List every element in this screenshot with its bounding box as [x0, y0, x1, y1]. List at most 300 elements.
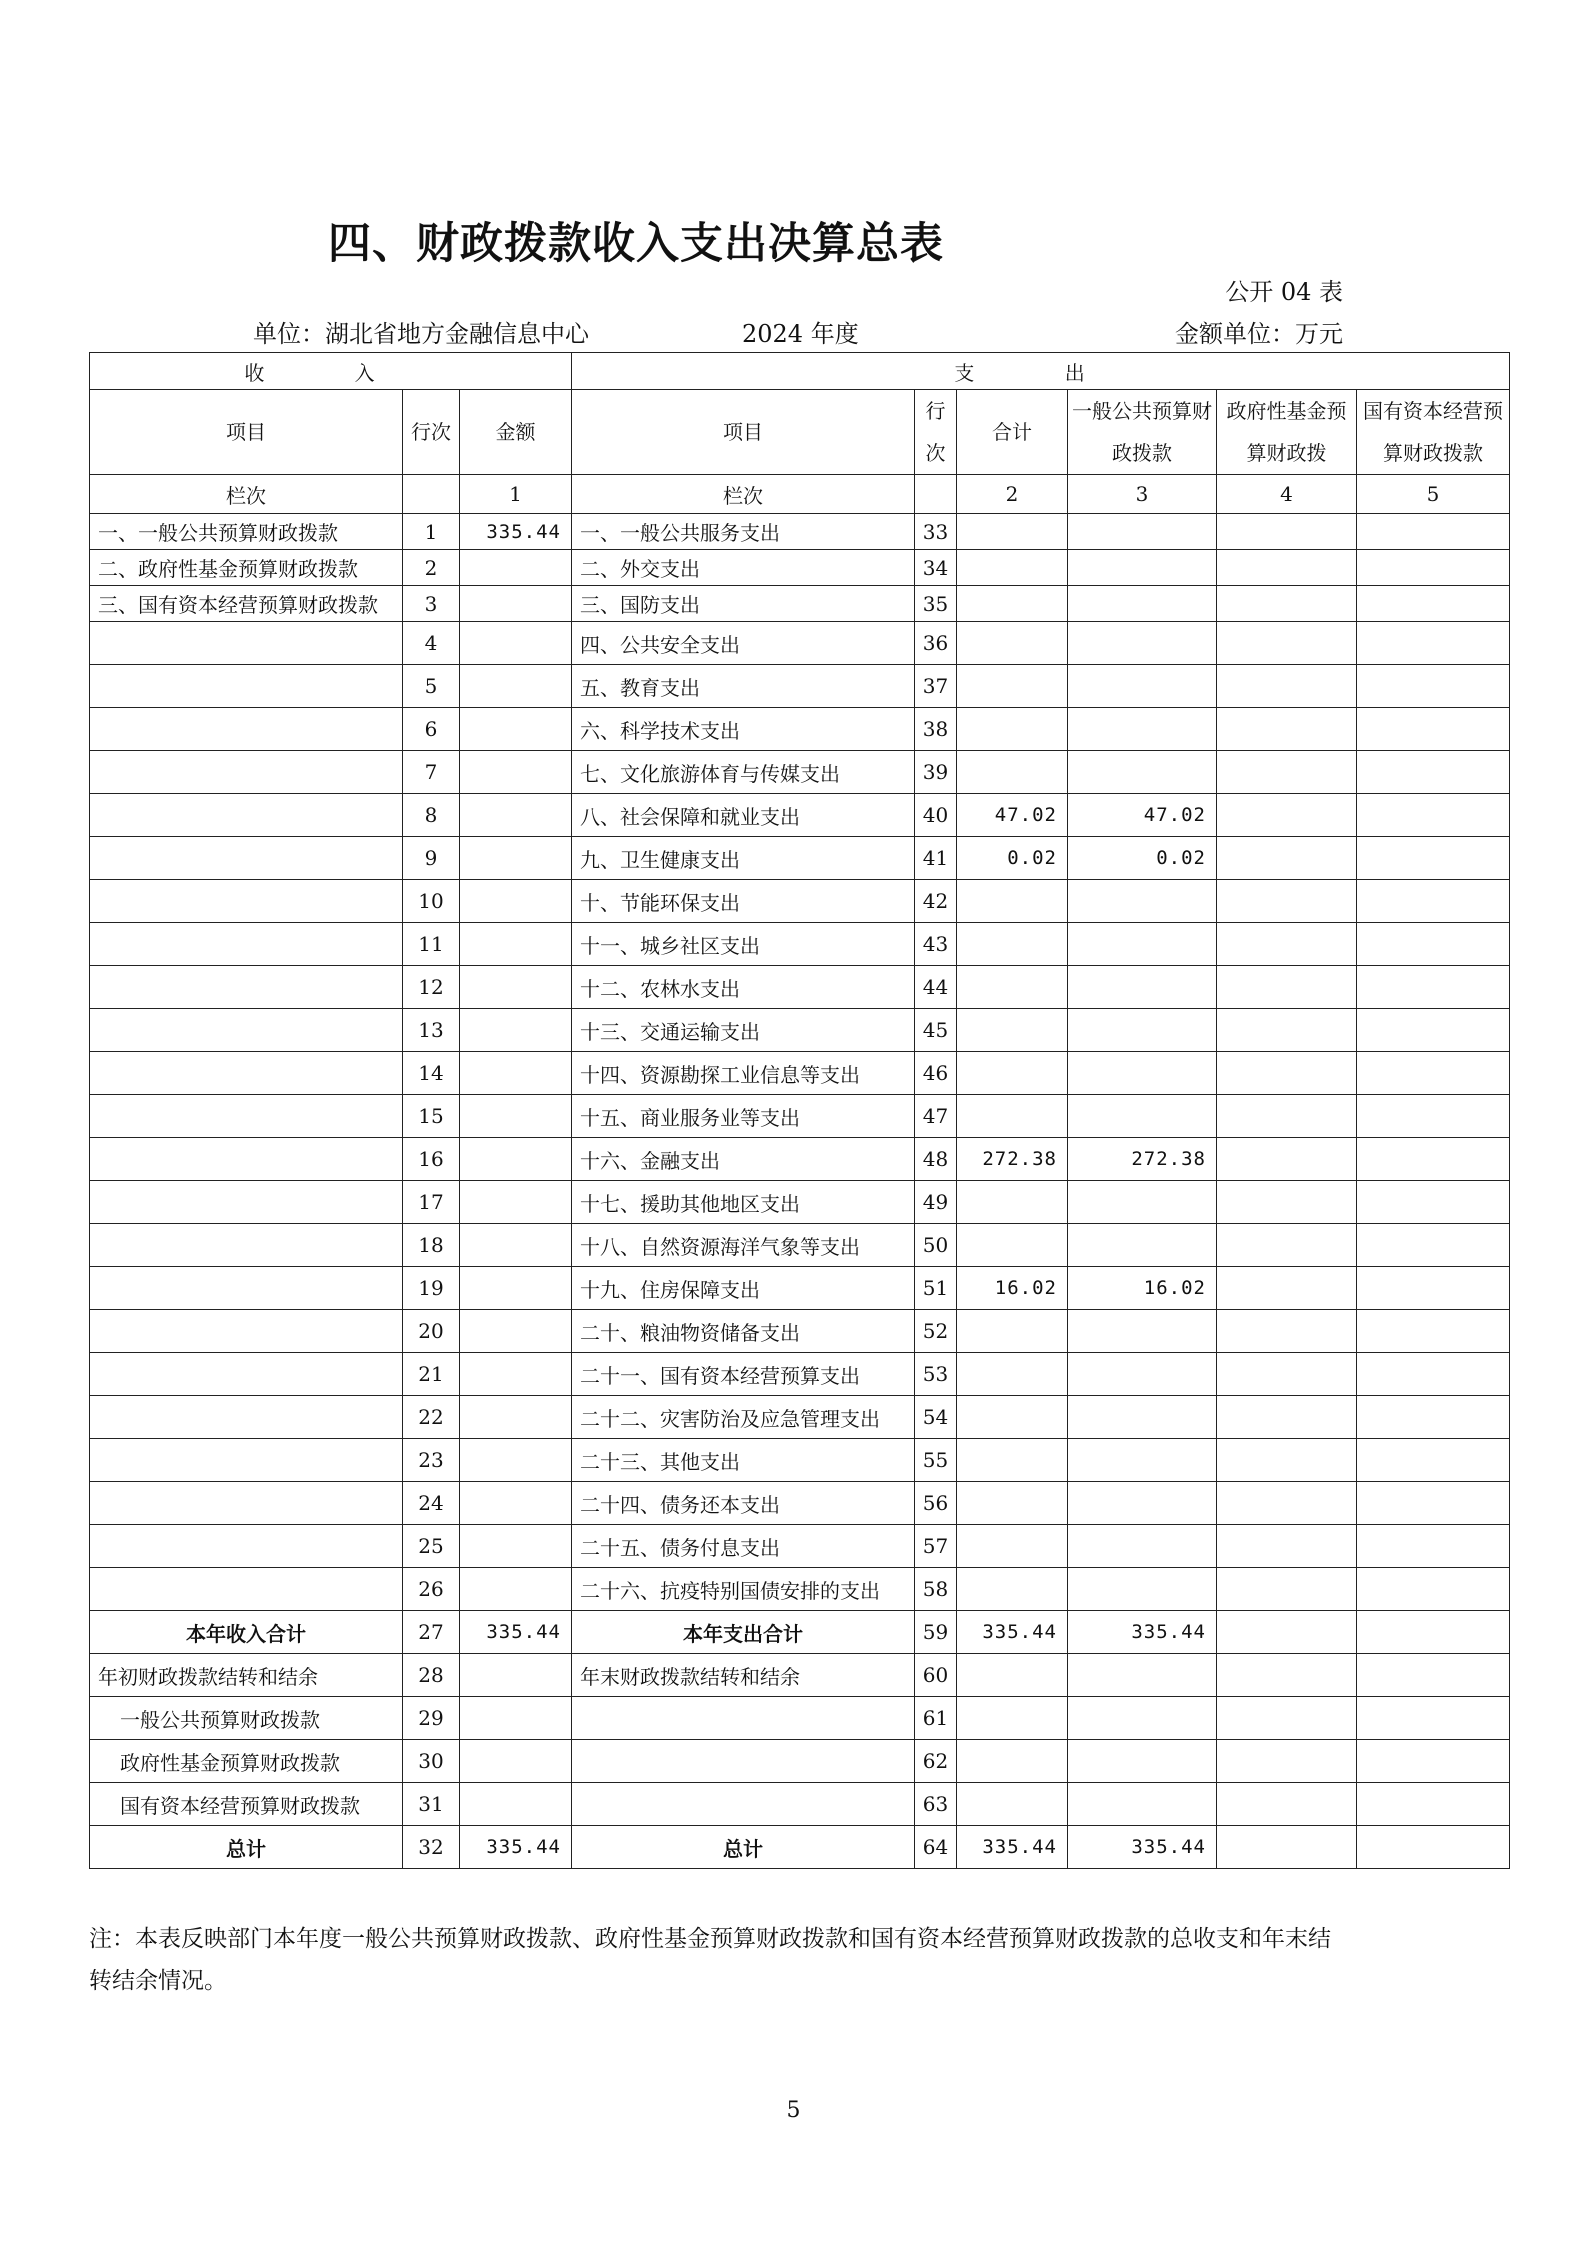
expense-total — [957, 751, 1068, 794]
income-row-no: 29 — [403, 1697, 460, 1740]
income-row-no: 25 — [403, 1525, 460, 1568]
state-capital-amount — [1357, 794, 1510, 837]
table-row — [90, 1568, 1510, 1611]
income-item — [90, 880, 403, 923]
table-row — [90, 1482, 1510, 1525]
income-item — [90, 1224, 403, 1267]
income-row-no: 14 — [403, 1052, 460, 1095]
expense-row-no: 43 — [915, 923, 957, 966]
state-capital-amount — [1357, 1396, 1510, 1439]
expense-row-no: 37 — [915, 665, 957, 708]
expense-row-no: 57 — [915, 1525, 957, 1568]
income-row-no: 15 — [403, 1095, 460, 1138]
income-item: 二、政府性基金预算财政拨款 — [90, 550, 403, 586]
table-row — [90, 1009, 1510, 1052]
expense-row-no: 60 — [915, 1654, 957, 1697]
table-row — [90, 586, 1510, 622]
income-item — [90, 751, 403, 794]
state-capital-amount — [1357, 1439, 1510, 1482]
expense-total — [957, 1568, 1068, 1611]
expense-item: 二十一、国有资本经营预算支出 — [572, 1353, 915, 1396]
income-amount — [460, 837, 572, 880]
expense-row-no: 33 — [915, 514, 957, 550]
expense-total — [957, 1353, 1068, 1396]
expense-item — [572, 1783, 915, 1826]
general-budget-amount — [1068, 751, 1217, 794]
general-budget-amount — [1068, 1482, 1217, 1525]
expense-total — [957, 1740, 1068, 1783]
income-row-no: 32 — [403, 1826, 460, 1869]
expense-item: 十二、农林水支出 — [572, 966, 915, 1009]
column-4: 4 — [1217, 475, 1357, 514]
state-capital-amount — [1357, 622, 1510, 665]
table-row — [90, 1396, 1510, 1439]
table-row — [90, 1654, 1510, 1697]
expense-total: 272.38 — [957, 1138, 1068, 1181]
expense-total — [957, 586, 1068, 622]
expense-total — [957, 622, 1068, 665]
income-amount — [460, 1396, 572, 1439]
gov-fund-amount — [1217, 1740, 1357, 1783]
gov-fund-amount — [1217, 1697, 1357, 1740]
expense-total — [957, 1052, 1068, 1095]
form-number: 公开 04 表 — [1225, 278, 1343, 306]
state-capital-amount — [1357, 1052, 1510, 1095]
income-row-no: 17 — [403, 1181, 460, 1224]
expense-total: 335.44 — [957, 1826, 1068, 1869]
gov-fund-amount — [1217, 923, 1357, 966]
expense-item: 十七、援助其他地区支出 — [572, 1181, 915, 1224]
header-general-budget: 一般公共预算财政拨款 — [1068, 390, 1217, 475]
expense-item: 二、外交支出 — [572, 550, 915, 586]
expense-row-no: 64 — [915, 1826, 957, 1869]
expense-item: 二十五、债务付息支出 — [572, 1525, 915, 1568]
expense-total — [957, 1009, 1068, 1052]
income-row-no: 21 — [403, 1353, 460, 1396]
income-item: 政府性基金预算财政拨款 — [90, 1740, 403, 1783]
income-item — [90, 708, 403, 751]
expense-total — [957, 1783, 1068, 1826]
income-amount — [460, 1568, 572, 1611]
column-blank — [403, 475, 460, 514]
income-item — [90, 1095, 403, 1138]
state-capital-amount — [1357, 1611, 1510, 1654]
gov-fund-amount — [1217, 586, 1357, 622]
state-capital-amount — [1357, 1654, 1510, 1697]
state-capital-amount — [1357, 1181, 1510, 1224]
expense-row-no: 59 — [915, 1611, 957, 1654]
expense-item: 十四、资源勘探工业信息等支出 — [572, 1052, 915, 1095]
income-row-no: 10 — [403, 880, 460, 923]
income-row-no: 31 — [403, 1783, 460, 1826]
table-row — [90, 514, 1510, 550]
expense-row-no: 39 — [915, 751, 957, 794]
general-budget-amount: 272.38 — [1068, 1138, 1217, 1181]
gov-fund-amount — [1217, 794, 1357, 837]
expense-total — [957, 1396, 1068, 1439]
income-amount — [460, 1052, 572, 1095]
income-row-no: 6 — [403, 708, 460, 751]
income-amount — [460, 1525, 572, 1568]
table-row — [90, 923, 1510, 966]
income-amount — [460, 1439, 572, 1482]
gov-fund-amount — [1217, 1611, 1357, 1654]
general-budget-amount — [1068, 1654, 1217, 1697]
expense-row-no: 63 — [915, 1783, 957, 1826]
state-capital-amount — [1357, 550, 1510, 586]
income-amount — [460, 1138, 572, 1181]
income-row-no: 9 — [403, 837, 460, 880]
gov-fund-amount — [1217, 1396, 1357, 1439]
header-income-amount: 金额 — [460, 390, 572, 475]
gov-fund-amount — [1217, 1826, 1357, 1869]
general-budget-amount — [1068, 1740, 1217, 1783]
income-amount — [460, 1009, 572, 1052]
income-row-no: 19 — [403, 1267, 460, 1310]
expense-item: 十六、金融支出 — [572, 1138, 915, 1181]
income-row-no: 5 — [403, 665, 460, 708]
header-expense-row-no: 行次 — [915, 390, 957, 475]
gov-fund-amount — [1217, 1267, 1357, 1310]
state-capital-amount — [1357, 880, 1510, 923]
income-row-no: 23 — [403, 1439, 460, 1482]
state-capital-amount — [1357, 514, 1510, 550]
income-amount — [460, 1654, 572, 1697]
state-capital-amount — [1357, 923, 1510, 966]
income-amount — [460, 1783, 572, 1826]
expense-row-no: 41 — [915, 837, 957, 880]
gov-fund-amount — [1217, 1310, 1357, 1353]
expense-item: 五、教育支出 — [572, 665, 915, 708]
general-budget-amount — [1068, 1525, 1217, 1568]
gov-fund-amount — [1217, 665, 1357, 708]
column-3: 3 — [1068, 475, 1217, 514]
general-budget-amount — [1068, 550, 1217, 586]
table-row — [90, 1826, 1510, 1869]
income-item — [90, 1267, 403, 1310]
expense-row-no: 48 — [915, 1138, 957, 1181]
expense-total — [957, 1525, 1068, 1568]
general-budget-amount — [1068, 1181, 1217, 1224]
expense-item — [572, 1697, 915, 1740]
expense-row-no: 34 — [915, 550, 957, 586]
column-label-2: 栏次 — [572, 475, 915, 514]
header-gov-fund: 政府性基金预算财政拨 — [1217, 390, 1357, 475]
gov-fund-amount — [1217, 1654, 1357, 1697]
state-capital-amount — [1357, 751, 1510, 794]
income-row-no: 22 — [403, 1396, 460, 1439]
table-row — [90, 1181, 1510, 1224]
income-amount — [460, 1697, 572, 1740]
income-item — [90, 1181, 403, 1224]
income-item — [90, 1396, 403, 1439]
expense-total — [957, 665, 1068, 708]
table-row — [90, 1611, 1510, 1654]
general-budget-amount — [1068, 1439, 1217, 1482]
gov-fund-amount — [1217, 514, 1357, 550]
gov-fund-amount — [1217, 880, 1357, 923]
expense-total: 335.44 — [957, 1611, 1068, 1654]
expense-item: 七、文化旅游体育与传媒支出 — [572, 751, 915, 794]
income-amount — [460, 665, 572, 708]
gov-fund-amount — [1217, 1181, 1357, 1224]
general-budget-amount — [1068, 514, 1217, 550]
general-budget-amount: 0.02 — [1068, 837, 1217, 880]
expense-total — [957, 708, 1068, 751]
income-row-no: 4 — [403, 622, 460, 665]
expense-item — [572, 1740, 915, 1783]
income-item: 三、国有资本经营预算财政拨款 — [90, 586, 403, 622]
income-row-no: 13 — [403, 1009, 460, 1052]
expense-row-no: 40 — [915, 794, 957, 837]
table-row — [90, 1353, 1510, 1396]
income-amount — [460, 1353, 572, 1396]
expense-item: 总计 — [572, 1826, 915, 1869]
table-row — [90, 665, 1510, 708]
income-amount — [460, 586, 572, 622]
income-amount: 335.44 — [460, 1611, 572, 1654]
gov-fund-amount — [1217, 1525, 1357, 1568]
expense-row-no: 45 — [915, 1009, 957, 1052]
gov-fund-amount — [1217, 1009, 1357, 1052]
expense-row-no: 62 — [915, 1740, 957, 1783]
state-capital-amount — [1357, 1353, 1510, 1396]
income-amount — [460, 1482, 572, 1525]
gov-fund-amount — [1217, 1138, 1357, 1181]
general-budget-amount: 16.02 — [1068, 1267, 1217, 1310]
state-capital-amount — [1357, 1740, 1510, 1783]
state-capital-amount — [1357, 1568, 1510, 1611]
state-capital-amount — [1357, 1697, 1510, 1740]
expense-item: 二十四、债务还本支出 — [572, 1482, 915, 1525]
header-income-row-no: 行次 — [403, 390, 460, 475]
income-item — [90, 1353, 403, 1396]
expense-row-no: 49 — [915, 1181, 957, 1224]
gov-fund-amount — [1217, 837, 1357, 880]
expense-total — [957, 1095, 1068, 1138]
income-amount — [460, 923, 572, 966]
budget-table — [89, 352, 1510, 1869]
income-amount — [460, 966, 572, 1009]
state-capital-amount — [1357, 665, 1510, 708]
gov-fund-amount — [1217, 966, 1357, 1009]
expense-total — [957, 514, 1068, 550]
table-row — [90, 966, 1510, 1009]
income-amount — [460, 880, 572, 923]
expense-item: 一、一般公共服务支出 — [572, 514, 915, 550]
general-budget-amount: 47.02 — [1068, 794, 1217, 837]
expense-item: 二十二、灾害防治及应急管理支出 — [572, 1396, 915, 1439]
income-item — [90, 1482, 403, 1525]
expense-row-no: 56 — [915, 1482, 957, 1525]
income-amount — [460, 708, 572, 751]
header-state-capital: 国有资本经营预算财政拨款 — [1357, 390, 1510, 475]
income-row-no: 30 — [403, 1740, 460, 1783]
column-5: 5 — [1357, 475, 1510, 514]
expense-row-no: 54 — [915, 1396, 957, 1439]
table-row — [90, 794, 1510, 837]
expense-total — [957, 966, 1068, 1009]
general-budget-amount — [1068, 622, 1217, 665]
state-capital-amount — [1357, 966, 1510, 1009]
income-row-no: 2 — [403, 550, 460, 586]
expense-item: 本年支出合计 — [572, 1611, 915, 1654]
income-item — [90, 837, 403, 880]
state-capital-amount — [1357, 1009, 1510, 1052]
income-amount — [460, 550, 572, 586]
table-row — [90, 1310, 1510, 1353]
income-row-no: 1 — [403, 514, 460, 550]
income-item: 一般公共预算财政拨款 — [90, 1697, 403, 1740]
income-item — [90, 1525, 403, 1568]
income-amount — [460, 1224, 572, 1267]
expense-row-no: 61 — [915, 1697, 957, 1740]
expense-item: 九、卫生健康支出 — [572, 837, 915, 880]
expense-item: 四、公共安全支出 — [572, 622, 915, 665]
gov-fund-amount — [1217, 1439, 1357, 1482]
expense-row-no: 36 — [915, 622, 957, 665]
general-budget-amount — [1068, 1697, 1217, 1740]
expense-row-no: 44 — [915, 966, 957, 1009]
gov-fund-amount — [1217, 1224, 1357, 1267]
column-label: 栏次 — [90, 475, 403, 514]
income-amount — [460, 1740, 572, 1783]
table-row — [90, 880, 1510, 923]
state-capital-amount — [1357, 1826, 1510, 1869]
header-income-item: 项目 — [90, 390, 403, 475]
income-item — [90, 622, 403, 665]
income-amount — [460, 1310, 572, 1353]
expense-row-no: 58 — [915, 1568, 957, 1611]
expense-row-no: 52 — [915, 1310, 957, 1353]
income-item: 国有资本经营预算财政拨款 — [90, 1783, 403, 1826]
table-row — [90, 1267, 1510, 1310]
general-budget-amount: 335.44 — [1068, 1826, 1217, 1869]
income-row-no: 8 — [403, 794, 460, 837]
income-item: 年初财政拨款结转和结余 — [90, 1654, 403, 1697]
income-row-no: 18 — [403, 1224, 460, 1267]
state-capital-amount — [1357, 1482, 1510, 1525]
year-label: 2024 年度 — [742, 320, 859, 348]
table-row — [90, 1525, 1510, 1568]
column-blank-2 — [915, 475, 957, 514]
income-item — [90, 1439, 403, 1482]
table-row — [90, 1224, 1510, 1267]
general-budget-amount — [1068, 923, 1217, 966]
expense-row-no: 53 — [915, 1353, 957, 1396]
income-row-no: 3 — [403, 586, 460, 622]
expense-item: 十一、城乡社区支出 — [572, 923, 915, 966]
header-total: 合计 — [957, 390, 1068, 475]
income-row-no: 27 — [403, 1611, 460, 1654]
income-amount — [460, 751, 572, 794]
expense-item: 十九、住房保障支出 — [572, 1267, 915, 1310]
table-row — [90, 550, 1510, 586]
state-capital-amount — [1357, 1095, 1510, 1138]
expense-item: 年末财政拨款结转和结余 — [572, 1654, 915, 1697]
income-item: 本年收入合计 — [90, 1611, 403, 1654]
gov-fund-amount — [1217, 1095, 1357, 1138]
income-row-no: 16 — [403, 1138, 460, 1181]
gov-fund-amount — [1217, 1568, 1357, 1611]
table-row — [90, 1439, 1510, 1482]
income-item: 一、一般公共预算财政拨款 — [90, 514, 403, 550]
income-amount — [460, 1095, 572, 1138]
income-row-no: 20 — [403, 1310, 460, 1353]
header-expense-item: 项目 — [572, 390, 915, 475]
table-row — [90, 1052, 1510, 1095]
income-row-no: 24 — [403, 1482, 460, 1525]
income-row-no: 26 — [403, 1568, 460, 1611]
general-budget-amount — [1068, 708, 1217, 751]
table-row — [90, 622, 1510, 665]
table-row — [90, 751, 1510, 794]
income-item — [90, 1568, 403, 1611]
expense-item: 三、国防支出 — [572, 586, 915, 622]
gov-fund-amount — [1217, 550, 1357, 586]
general-budget-amount — [1068, 1310, 1217, 1353]
income-item — [90, 1052, 403, 1095]
income-row-no: 28 — [403, 1654, 460, 1697]
state-capital-amount — [1357, 586, 1510, 622]
footnote: 注：本表反映部门本年度一般公共预算财政拨款、政府性基金预算财政拨款和国有资本经营预算财政拨款的总收支和年末结转结余情况。 — [89, 1926, 1331, 1994]
expense-total — [957, 1439, 1068, 1482]
expense-row-no: 50 — [915, 1224, 957, 1267]
general-budget-amount — [1068, 1353, 1217, 1396]
gov-fund-amount — [1217, 1052, 1357, 1095]
income-item — [90, 1310, 403, 1353]
general-budget-amount — [1068, 966, 1217, 1009]
expense-item: 十三、交通运输支出 — [572, 1009, 915, 1052]
general-budget-amount: 335.44 — [1068, 1611, 1217, 1654]
gov-fund-amount — [1217, 708, 1357, 751]
expense-total — [957, 1697, 1068, 1740]
expense-item: 十八、自然资源海洋气象等支出 — [572, 1224, 915, 1267]
expense-item: 十五、商业服务业等支出 — [572, 1095, 915, 1138]
column-2: 2 — [957, 475, 1068, 514]
expense-total: 47.02 — [957, 794, 1068, 837]
expense-item: 八、社会保障和就业支出 — [572, 794, 915, 837]
expense-item: 六、科学技术支出 — [572, 708, 915, 751]
income-amount: 335.44 — [460, 514, 572, 550]
expense-item: 二十三、其他支出 — [572, 1439, 915, 1482]
expense-total — [957, 1224, 1068, 1267]
state-capital-amount — [1357, 1267, 1510, 1310]
general-budget-amount — [1068, 665, 1217, 708]
income-amount — [460, 622, 572, 665]
money-unit-label: 金额单位：万元 — [1175, 320, 1343, 348]
income-amount — [460, 1267, 572, 1310]
table-row — [90, 708, 1510, 751]
income-amount: 335.44 — [460, 1826, 572, 1869]
unit-label: 单位：湖北省地方金融信息中心 — [253, 320, 589, 348]
general-budget-amount — [1068, 1052, 1217, 1095]
income-amount — [460, 1181, 572, 1224]
income-row-no: 12 — [403, 966, 460, 1009]
page-title: 四、财政拨款收入支出决算总表 — [328, 219, 944, 269]
gov-fund-amount — [1217, 1783, 1357, 1826]
income-item — [90, 794, 403, 837]
income-item — [90, 1138, 403, 1181]
income-item: 总计 — [90, 1826, 403, 1869]
table-row — [90, 1740, 1510, 1783]
expense-row-no: 38 — [915, 708, 957, 751]
state-capital-amount — [1357, 708, 1510, 751]
expense-total — [957, 923, 1068, 966]
gov-fund-amount — [1217, 1353, 1357, 1396]
general-budget-amount — [1068, 1224, 1217, 1267]
income-item — [90, 923, 403, 966]
